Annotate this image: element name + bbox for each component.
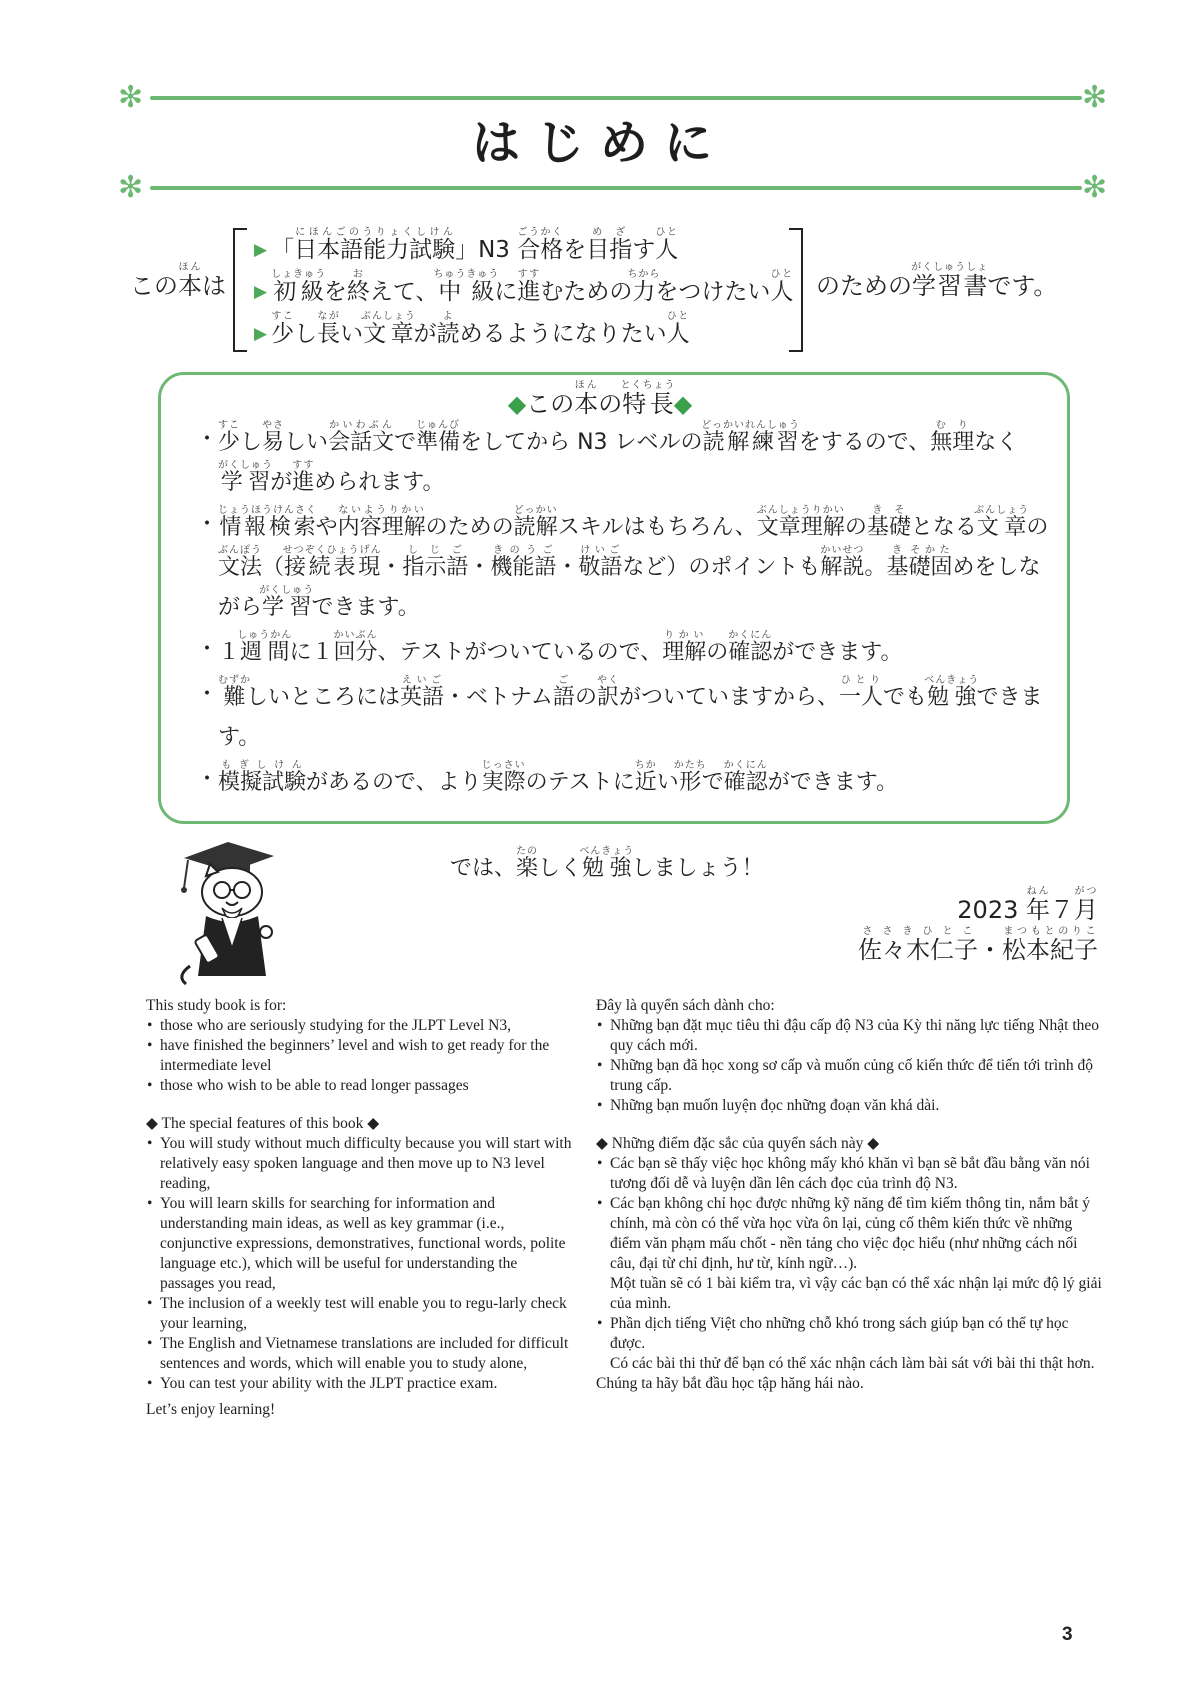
feature-item bbox=[196, 420, 1056, 503]
vietnamese-features bbox=[596, 1154, 1102, 1374]
cat-graduate-mascot-icon bbox=[170, 836, 290, 986]
page-title: はじめに bbox=[471, 115, 728, 171]
english-translation bbox=[146, 996, 572, 1420]
top-rule bbox=[150, 96, 1082, 100]
feature-item bbox=[196, 675, 1056, 758]
feature-text: 少すこし易やさしい会話文かいわぶんで準備じゅんびをしてから N3 レベルの読解練習どっかいれんしゅうをするので、無理むりなく学習がくしゅうが進すすめられます。 bbox=[218, 420, 1019, 495]
list-item: • Các bạn không chỉ học được những kỹ năng để tìm kiếm thông tin, nắm bắt ý chính, mà còn có thể vừa học vừa ôn lại, củng cố thêm kiến thức về những điểm văn phạm mấu chốt - nền tảng cho việc đọc hiểu (như những cách nối câu, đại từ chỉ định, hư từ, kính ngữ…). bbox=[596, 1194, 1102, 1274]
intro-suffix: のための学習書がくしゅうしょです。 bbox=[816, 262, 1058, 300]
authors: 佐々木仁子ささきひとこ・松本紀子まつもとのりこ bbox=[858, 926, 1098, 964]
page-number: 3 bbox=[1062, 1624, 1073, 1645]
list-item: • The inclusion of a weekly test will enable you to regu-larly check your learning, bbox=[146, 1294, 572, 1334]
star-ornament-icon: ✻ bbox=[1082, 170, 1108, 205]
bullet: ・ bbox=[196, 637, 219, 662]
feature-item bbox=[196, 630, 1056, 673]
bottom-rule bbox=[150, 186, 1082, 190]
english-features-title: ◆ The special features of this book ◆ bbox=[146, 1115, 380, 1132]
target-text: 少すこし長ながい文章ぶんしょうが読よめるようになりたい人ひと bbox=[271, 311, 690, 347]
list-item: • Những bạn muốn luyện đọc những đoạn văn khá dài. bbox=[596, 1096, 1102, 1116]
list-item: • You will study without much difficulty because you will start with relatively easy spoken language and then move up to N3 level reading, bbox=[146, 1134, 572, 1194]
feature-item bbox=[196, 760, 1056, 803]
list-item: • Những bạn đã học xong sơ cấp và muốn củng cố kiến thức để tiến tới trình độ trung cấp. bbox=[596, 1056, 1102, 1096]
features-list bbox=[196, 420, 1056, 805]
bullet: ・ bbox=[196, 427, 219, 452]
english-targets bbox=[146, 1016, 572, 1096]
triangle-bullet-icon: ▶ bbox=[254, 240, 268, 260]
target-item bbox=[254, 222, 794, 264]
star-ornament-icon: ✻ bbox=[118, 80, 144, 115]
feature-text: 情報検索じょうほうけんさくや内容理解ないようりかいのための読解どっかいスキルはもちろん、文章理解ぶんしょうりかいの基礎きそとなる文章ぶんしょうの文法ぶんぽう（接続表現せつぞくひょうげん・指示語しじご・機能語きのうご・敬語けいごなど）のポイントも解説かいせつ。基き礎固そかためをしながら学習がくしゅうできます。 bbox=[218, 505, 1049, 620]
left-bracket bbox=[233, 228, 247, 352]
list-item: • Các bạn sẽ thấy việc học không mấy khó khăn vì bạn sẽ bắt đầu bằng văn nói tương đối dễ và luyện dần lên cách đọc của trình độ N3. bbox=[596, 1154, 1102, 1194]
english-features bbox=[146, 1134, 572, 1394]
bullet: ・ bbox=[196, 682, 219, 707]
target-item bbox=[254, 306, 794, 348]
features-heading: ◆この本ほんの特長とくちょう◆ bbox=[507, 380, 693, 418]
target-item bbox=[254, 264, 794, 306]
list-item: • You can test your ability with the JLPT practice exam. bbox=[146, 1374, 572, 1394]
vietnamese-features-title: ◆ Những điểm đặc sắc của quyển sách này ◆ bbox=[596, 1135, 880, 1152]
list-item: • those who wish to be able to read longer passages bbox=[146, 1076, 572, 1096]
list-item: • those who are seriously studying for the JLPT Level N3, bbox=[146, 1016, 572, 1036]
list-item: • The English and Vietnamese translations are included for difficult sentences and words, which will enable you to study alone, bbox=[146, 1334, 572, 1374]
vietnamese-weekly-test: Một tuần sẽ có 1 bài kiểm tra, vì vậy các bạn có thể xác nhận lại mức độ lý giải của mình. bbox=[610, 1275, 1102, 1312]
vietnamese-practice-exam: Có các bài thi thử để bạn có thể xác nhận cách làm bài sát với bài thi thật hơn. bbox=[610, 1355, 1095, 1372]
vietnamese-translation bbox=[596, 996, 1102, 1394]
intro-prefix: この本ほんは bbox=[130, 262, 226, 300]
publication-date: 2023 年ねん７月がつ bbox=[957, 886, 1098, 924]
triangle-bullet-icon: ▶ bbox=[254, 324, 268, 344]
feature-text: 難むずかしいところには英語えいご・ベトナム語ごの訳やくがついていますから、一人ひとりでも勉強べんきょうできます。 bbox=[218, 675, 1043, 750]
target-text: 初級しょきゅうを終おえて、中級ちゅうきゅうに進すすむための力ちからをつけたい人ひと bbox=[271, 269, 794, 305]
english-intro: This study book is for: bbox=[146, 997, 287, 1014]
triangle-bullet-icon: ▶ bbox=[254, 282, 268, 302]
vietnamese-targets bbox=[596, 1016, 1102, 1116]
list-item: • have finished the beginners’ level and wish to get ready for the intermediate level bbox=[146, 1036, 572, 1076]
vietnamese-closing: Chúng ta hãy bắt đầu học tập hăng hái nào. bbox=[596, 1375, 864, 1392]
bullet: ・ bbox=[196, 512, 219, 537]
star-ornament-icon: ✻ bbox=[1082, 80, 1108, 115]
feature-text: 模擬試験もぎしけんがあるので、より実際じっさいのテストに近ちかい形かたちで確認かくにんができます。 bbox=[218, 760, 899, 795]
list-item: • You will learn skills for searching for information and understanding main ideas, as well as key grammar (i.e., conjunctive expressions, demonstratives, functional words, polite language etc.), which will be useful for understanding the passages you read, bbox=[146, 1194, 572, 1294]
feature-item bbox=[196, 505, 1056, 628]
list-item: • Phần dịch tiếng Việt cho những chỗ khó trong sách giúp bạn có thể tự học được. bbox=[596, 1314, 1102, 1354]
target-text: 「日本語能力試験にほんごのうりょくしけん」N3 合格ごうかくを目指めざす人ひと bbox=[271, 227, 679, 263]
bullet: ・ bbox=[196, 767, 219, 792]
right-bracket bbox=[789, 228, 803, 352]
vietnamese-intro: Đây là quyển sách dành cho: bbox=[596, 997, 775, 1014]
target-list bbox=[254, 222, 794, 348]
english-closing: Let’s enjoy learning! bbox=[146, 1401, 276, 1418]
feature-text: １週間しゅうかんに１回分かいぶん、テストがついているので、理解りかいの確認かくにんができます。 bbox=[218, 630, 903, 665]
closing-message: では、楽たのしく勉強べんきょうしましょう！ bbox=[450, 846, 764, 881]
star-ornament-icon: ✻ bbox=[118, 170, 144, 205]
list-item: • Những bạn đặt mục tiêu thi đậu cấp độ N3 của Kỳ thi năng lực tiếng Nhật theo quy cách mới. bbox=[596, 1016, 1102, 1056]
